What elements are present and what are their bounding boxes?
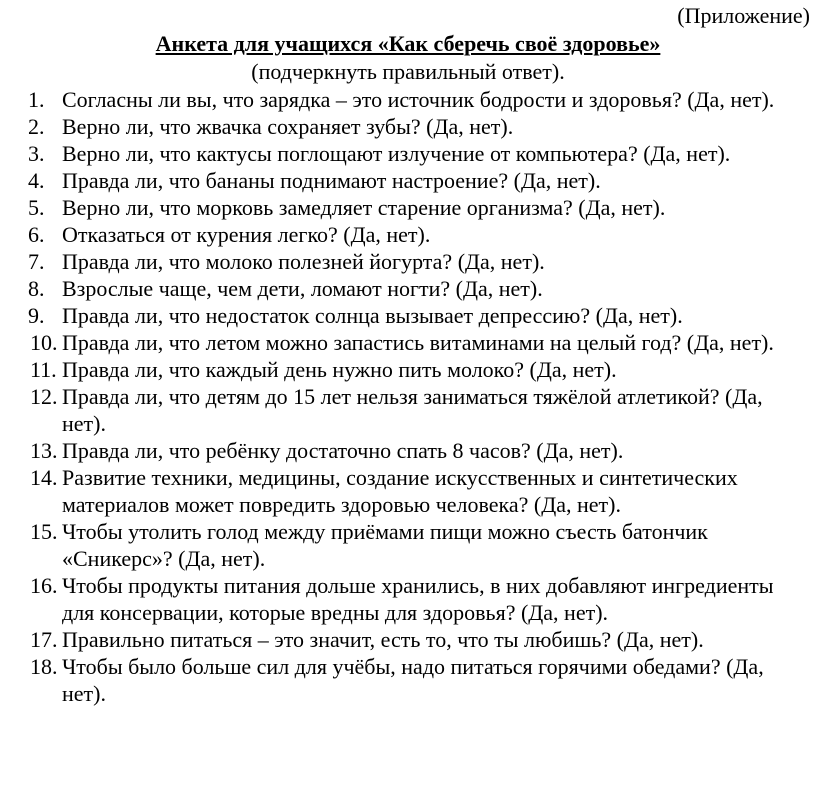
question-item (0, 248, 816, 275)
question-text: Согласны ли вы, что зарядка – это источник бодрости и здоровья? (Да, нет). (62, 87, 775, 112)
instruction-text: (подчеркнуть правильный ответ). (251, 59, 565, 84)
question-item (0, 464, 816, 518)
question-number: 2. (28, 114, 45, 139)
question-number: 4. (28, 168, 45, 193)
question-number: 18. (30, 654, 58, 679)
question-number: 15. (30, 519, 58, 544)
question-item (0, 86, 816, 113)
question-item (0, 572, 816, 626)
question-text: Правда ли, что молоко полезней йогурта? (Да, нет). (62, 249, 545, 274)
question-number: 1. (28, 87, 45, 112)
question-item (0, 113, 816, 140)
question-list (0, 86, 816, 707)
question-text: Правда ли, что каждый день нужно пить молоко? (Да, нет). (62, 357, 617, 382)
question-item (0, 275, 816, 302)
question-text: Верно ли, что кактусы поглощают излучение от компьютера? (Да, нет). (62, 141, 731, 166)
question-item (0, 437, 816, 464)
question-item (0, 518, 816, 572)
question-number: 3. (28, 141, 45, 166)
question-number: 11. (30, 357, 57, 382)
question-text: Чтобы продукты питания дольше хранились, в них добавляют ингредиенты для консервации, которые вредны для здоровья? (Да, нет). (62, 573, 774, 625)
question-item (0, 221, 816, 248)
question-text: Правда ли, что летом можно запастись витаминами на целый год? (Да, нет). (62, 330, 774, 355)
question-number: 5. (28, 195, 45, 220)
question-text: Чтобы было больше сил для учёбы, надо питаться горячими обедами? (Да, нет). (62, 654, 764, 706)
question-item (0, 356, 816, 383)
question-text: Верно ли, что морковь замедляет старение организма? (Да, нет). (62, 195, 666, 220)
question-text: Отказаться от курения легко? (Да, нет). (62, 222, 431, 247)
question-number: 16. (30, 573, 58, 598)
question-text: Чтобы утолить голод между приёмами пищи можно съесть батончик «Сникерс»? (Да, нет). (62, 519, 708, 571)
question-text: Взрослые чаще, чем дети, ломают ногти? (Да, нет). (62, 276, 543, 301)
question-number: 13. (30, 438, 58, 463)
question-item (0, 140, 816, 167)
question-number: 6. (28, 222, 45, 247)
question-number: 14. (30, 465, 58, 490)
question-number: 17. (30, 627, 58, 652)
question-text: Развитие техники, медицины, создание искусственных и синтетических материалов может повредить здоровью человека? (Да, нет). (62, 465, 738, 517)
question-item (0, 194, 816, 221)
question-item (0, 329, 816, 356)
question-number: 7. (28, 249, 45, 274)
question-number: 10. (30, 330, 58, 355)
question-item (0, 383, 816, 437)
question-item (0, 653, 816, 707)
question-text: Правда ли, что бананы поднимают настроение? (Да, нет). (62, 168, 601, 193)
question-item (0, 302, 816, 329)
page-title: Анкета для учащихся «Как сберечь своё здоровье» (155, 31, 661, 56)
question-text: Верно ли, что жвачка сохраняет зубы? (Да, нет). (62, 114, 514, 139)
question-text: Правда ли, что недостаток солнца вызывает депрессию? (Да, нет). (62, 303, 683, 328)
question-item (0, 167, 816, 194)
question-text: Правильно питаться – это значит, есть то, что ты любишь? (Да, нет). (62, 627, 704, 652)
question-number: 9. (28, 303, 45, 328)
appendix-label: (Приложение) (677, 3, 810, 28)
question-number: 8. (28, 276, 45, 301)
question-text: Правда ли, что ребёнку достаточно спать 8 часов? (Да, нет). (62, 438, 624, 463)
question-text: Правда ли, что детям до 15 лет нельзя заниматься тяжёлой атлетикой? (Да, нет). (62, 384, 763, 436)
question-item (0, 626, 816, 653)
question-number: 12. (30, 384, 58, 409)
